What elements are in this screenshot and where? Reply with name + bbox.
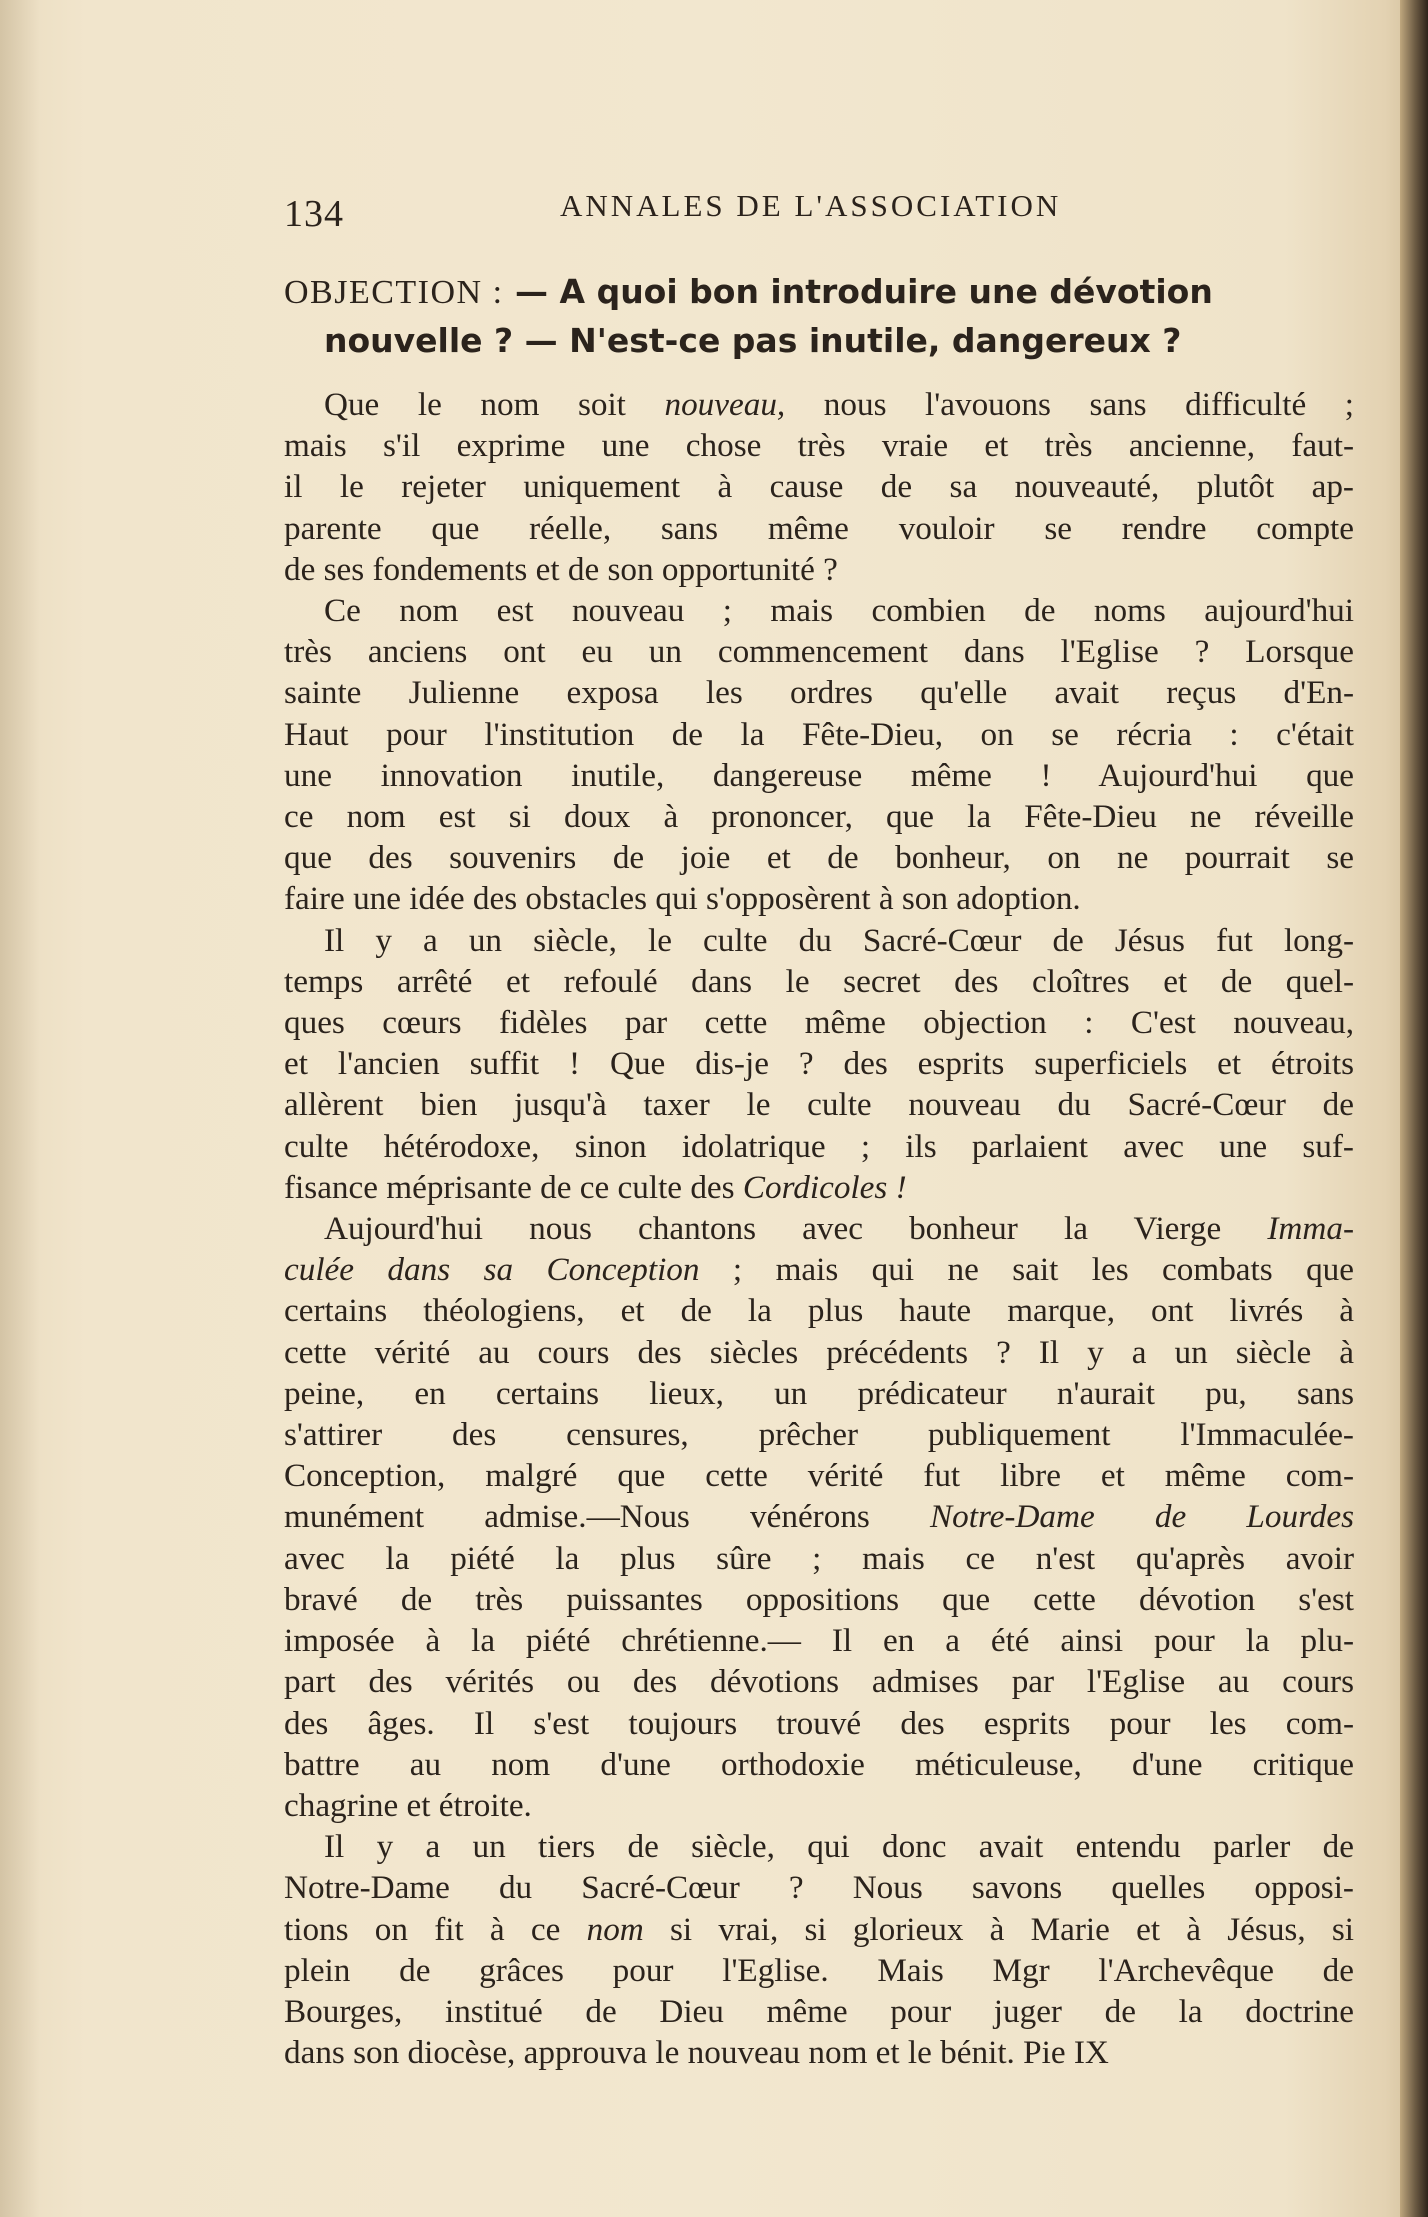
text-line bbox=[284, 961, 1354, 1002]
text-line bbox=[284, 1167, 1354, 1208]
text-segment: imposée à la piété chrétienne.— Il en a été ainsi pour la plu- bbox=[284, 1622, 1354, 1660]
text-segment: fisance méprisante de ce culte des bbox=[284, 1168, 743, 1206]
text-segment: Haut pour l'institution de la Fête-Dieu, on se récria : c'était bbox=[284, 715, 1354, 753]
text-line bbox=[284, 1744, 1354, 1785]
text-line bbox=[284, 1126, 1354, 1167]
text-segment: très anciens ont eu un commencement dans l'Eglise ? Lorsque bbox=[284, 633, 1354, 671]
text-line bbox=[284, 590, 1354, 631]
text-line bbox=[284, 384, 1354, 425]
text-line bbox=[284, 1826, 1354, 1867]
text-line bbox=[284, 425, 1354, 466]
running-head: ANNALES DE L'ASSOCIATION bbox=[560, 188, 1062, 223]
text-line bbox=[284, 714, 1354, 755]
objection-line-1: — A quoi bon introduire une dévotion bbox=[503, 272, 1213, 311]
text-line bbox=[284, 1332, 1354, 1373]
text-segment: s'attirer des censures, prêcher publiquement l'Immaculée- bbox=[284, 1416, 1354, 1454]
text-line bbox=[284, 1043, 1354, 1084]
objection-line-2: nouvelle ? — N'est-ce pas inutile, dangereux ? bbox=[324, 321, 1182, 360]
text-line bbox=[284, 1785, 1354, 1826]
page-edge-shadow bbox=[1400, 0, 1428, 2217]
text-segment: peine, en certains lieux, un prédicateur n'aurait pu, sans bbox=[284, 1374, 1354, 1412]
text-line bbox=[284, 1249, 1354, 1290]
text-segment: Ce nom est nouveau ; mais combien de noms aujourd'hui bbox=[324, 592, 1354, 630]
text-segment: Aujourd'hui nous chantons avec bonheur la Vierge bbox=[324, 1210, 1268, 1248]
text-segment: dans son diocèse, approuva le nouveau nom et le bénit. Pie IX bbox=[284, 2034, 1109, 2072]
text-line bbox=[284, 1867, 1354, 1908]
text-line bbox=[284, 1620, 1354, 1661]
text-line bbox=[284, 2032, 1354, 2073]
objection-label: OBJECTION : bbox=[284, 274, 504, 311]
text-line bbox=[284, 1703, 1354, 1744]
italic-text: culée dans sa Conception bbox=[284, 1251, 700, 1289]
text-line bbox=[284, 1991, 1354, 2032]
text-segment: plein de grâces pour l'Eglise. Mais Mgr l'Archevêque de bbox=[284, 1951, 1354, 1989]
text-line bbox=[284, 1373, 1354, 1414]
text-line bbox=[284, 1455, 1354, 1496]
italic-text: Notre-Dame de Lourdes bbox=[930, 1498, 1354, 1536]
text-segment: une innovation inutile, dangereuse même ! Aujourd'hui que bbox=[284, 756, 1354, 794]
italic-text: nom bbox=[586, 1910, 644, 1948]
text-segment: part des vérités ou des dévotions admises par l'Eglise au cours bbox=[284, 1663, 1354, 1701]
text-line bbox=[284, 1579, 1354, 1620]
text-segment: de ses fondements et de son opportunité ? bbox=[284, 550, 838, 588]
text-line bbox=[284, 1290, 1354, 1331]
text-line bbox=[284, 1496, 1354, 1537]
text-segment: ce nom est si doux à prononcer, que la Fête-Dieu ne réveille bbox=[284, 798, 1354, 836]
binding-shadow bbox=[0, 0, 40, 2217]
italic-text: Cordicoles ! bbox=[742, 1168, 907, 1206]
italic-text: nouveau, bbox=[664, 386, 786, 423]
text-line bbox=[284, 1208, 1354, 1249]
text-segment: allèrent bien jusqu'à taxer le culte nouveau du Sacré-Cœur de bbox=[284, 1086, 1354, 1124]
text-segment: chagrine et étroite. bbox=[284, 1786, 532, 1824]
text-segment: sainte Julienne exposa les ordres qu'elle avait reçus d'En- bbox=[284, 674, 1354, 712]
text-segment: temps arrêté et refoulé dans le secret des cloîtres et de quel- bbox=[284, 962, 1354, 1000]
text-segment: Il y a un tiers de siècle, qui donc avait entendu parler de bbox=[324, 1828, 1354, 1866]
text-line bbox=[284, 631, 1354, 672]
text-line bbox=[284, 1002, 1354, 1043]
text-line bbox=[284, 837, 1354, 878]
text-segment: battre au nom d'une orthodoxie méticuleuse, d'une critique bbox=[284, 1745, 1354, 1783]
text-line bbox=[284, 1414, 1354, 1455]
text-segment: cette vérité au cours des siècles précédents ? Il y a un siècle à bbox=[284, 1333, 1354, 1371]
text-line bbox=[284, 796, 1354, 837]
text-segment: nous l'avouons sans difficulté ; bbox=[785, 386, 1354, 423]
text-segment: munément admise.—Nous vénérons bbox=[284, 1498, 931, 1536]
text-line bbox=[284, 1909, 1354, 1950]
text-segment: parente que réelle, sans même vouloir se rendre compte bbox=[284, 509, 1354, 547]
text-line bbox=[284, 920, 1354, 961]
text-segment: des âges. Il s'est toujours trouvé des esprits pour les com- bbox=[284, 1704, 1354, 1742]
text-segment: Conception, malgré que cette vérité fut libre et même com- bbox=[284, 1457, 1354, 1495]
text-line bbox=[284, 1538, 1354, 1579]
text-segment: ques cœurs fidèles par cette même objection : C'est nouveau, bbox=[284, 1004, 1354, 1042]
text-line bbox=[284, 466, 1354, 507]
text-line bbox=[284, 549, 1354, 590]
text-segment: et l'ancien suffit ! Que dis-je ? des esprits superficiels et étroits bbox=[284, 1045, 1354, 1083]
text-segment: Que le nom soit bbox=[324, 386, 665, 423]
text-line bbox=[284, 508, 1354, 549]
text-segment: il le rejeter uniquement à cause de sa nouveauté, plutôt ap- bbox=[284, 468, 1354, 506]
text-segment: ; mais qui ne sait les combats que bbox=[699, 1251, 1354, 1289]
text-segment: mais s'il exprime une chose très vraie et très ancienne, faut- bbox=[284, 427, 1354, 465]
text-segment: que des souvenirs de joie et de bonheur, on ne pourrait se bbox=[284, 839, 1354, 877]
text-line bbox=[284, 878, 1354, 919]
text-line bbox=[284, 1950, 1354, 1991]
objection-heading bbox=[284, 268, 1364, 365]
text-segment: si vrai, si glorieux à Marie et à Jésus, si bbox=[643, 1910, 1355, 1948]
text-segment: Notre-Dame du Sacré-Cœur ? Nous savons quelles opposi- bbox=[284, 1869, 1354, 1907]
text-line bbox=[284, 672, 1354, 713]
text-segment: Il y a un siècle, le culte du Sacré-Cœur de Jésus fut long- bbox=[324, 921, 1354, 959]
text-line bbox=[284, 1661, 1354, 1702]
page-number: 134 bbox=[284, 193, 344, 235]
text-segment: faire une idée des obstacles qui s'opposèrent à son adoption. bbox=[284, 880, 1081, 918]
page-header bbox=[284, 180, 1364, 240]
text-segment: Bourges, institué de Dieu même pour juger de la doctrine bbox=[284, 1992, 1354, 2030]
text-segment: certains théologiens, et de la plus haute marque, ont livrés à bbox=[284, 1292, 1354, 1330]
text-line bbox=[284, 755, 1354, 796]
text-line bbox=[284, 1084, 1354, 1125]
italic-text: Imma- bbox=[1267, 1210, 1354, 1248]
text-segment: avec la piété la plus sûre ; mais ce n'est qu'après avoir bbox=[284, 1539, 1354, 1577]
text-segment: bravé de très puissantes oppositions que cette dévotion s'est bbox=[284, 1580, 1354, 1618]
text-segment: culte hétérodoxe, sinon idolatrique ; ils parlaient avec une suf- bbox=[284, 1127, 1354, 1165]
body-text bbox=[284, 384, 1354, 2073]
text-segment: tions on fit à ce bbox=[284, 1910, 587, 1948]
